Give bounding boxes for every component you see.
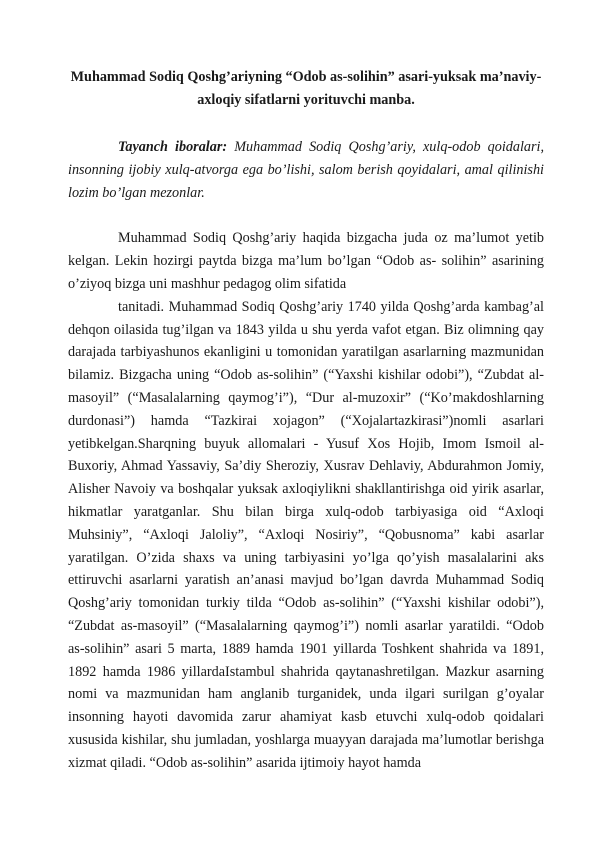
document-page	[68, 0, 544, 775]
document-title: Muhammad Sodiq Qoshg’ariyning “Odob as-solihin” asari-yuksak ma’naviy-axloqiy sifatlarni yorituvchi manba.	[70, 69, 542, 108]
body-paragraph-1: Muhammad Sodiq Qoshg’ariy haqida bizgacha juda oz ma’lumot yetib kelgan. Lekin hozirgi paytda bizga ma’lum bo’lgan “Odob as- solihin” asarining o’ziyoq bizga uni mashhur pedagog olim sifatida	[68, 230, 544, 292]
keywords-text: Muhammad Sodiq Qoshg’ariy, xulq-odob qoidalari, insonning ijobiy xulq-atvorga ega bo’lishi, salom berish qoyidalari, amal qilinishi lozim bo’lgan mezonlar.	[68, 139, 545, 201]
body-paragraph-2: tanitadi. Muhammad Sodiq Qoshg’ariy 1740 yilda Qoshg’arda kambag’al dehqon oilasida tug’ilgan va 1843 yilda u shu yerda vafot etgan. Biz olimning qay darajada tarbiyashunos ekanligini u tomonidan yaratilgan asarlarning mazmunidan bilamiz. Bizgacha uning “Odob as-solihin” (“Yaxshi kishilar odobi”), “Zubdat al-masoyil” (“Masalalarning qaymog’i”), “Dur al-muzoxir” (“Ko’makdoshlarning durdonasi”) hamda “Tazkirai xojagon” (“Xojalartazkirasi”)nomli asarlari yetibkelgan.Sharqning buyuk allomalari - Yusuf Xos Hojib, Imom Ismoil al-Buxoriy, Ahmad Yassaviy, Sa’diy Sheroziy, Xusrav Dehlaviy, Abdurahmon Jomiy, Alisher Navoiy va boshqalar yuksak axloqiylikni shakllantirishga oid yirik asarlar, hikmatlar yaratganlar. Shu bilan birga xulq-odob tarbiyasiga oid “Axloqi Muhsiniy”, “Axloqi Jaloliy”, “Axloqi Nosiriy”, “Qobusnoma” kabi asarlar yaratilgan. O’zida shaxs va uning tarbiyasini yo’lga qo’yish masalalarini aks ettiruvchi asarlarni yaratish an’anasi mavjud bo’lgan davrda Muhammad Sodiq Qoshg’ariy tomonidan turkiy tilda “Odob as-solihin” (“Yaxshi kishilar odobi”), “Zubdat as-masoyil” (“Masalalarning qaymog’i”) nomli asarlar yaratildi. “Odob as-solihin” asari 5 marta, 1889 hamda 1901 yillarda Toshkent shahrida va 1891, 1892 hamda 1986 yillardaIstambul shahrida qaytanashretilgan. Mazkur asarning nomi va mazmunidan ham anglanib turganidek, unda ilgari surilgan g’oyalar insonning hayoti davomida zarur ahamiyat kasb etuvchi xulq-odob qoidalari xususida kishilar, shu jumladan, yoshlarga muayyan darajada ma’lumotlar berishga xizmat qiladi. “Odob as-solihin” asarida ijtimoiy hayot hamda	[68, 298, 544, 771]
keywords-label: Tayanch iboralar:	[118, 139, 228, 155]
keywords-paragraph	[68, 136, 544, 204]
